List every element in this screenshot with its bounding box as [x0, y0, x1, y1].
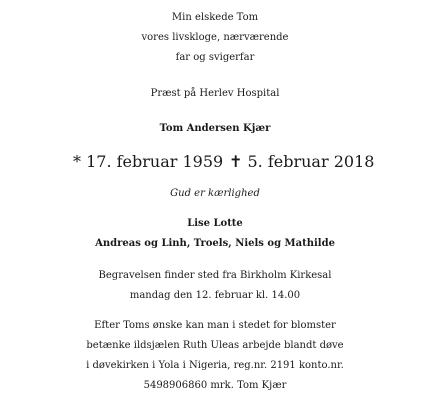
intro-line-2: vores livskloge, nærværende	[141, 32, 289, 43]
donation-line-3: i døvekirken i Yola i Nigeria, reg.nr. 2191 konto.nr.	[86, 360, 344, 371]
funeral-line-2: mandag den 12. februar kl. 14.00	[129, 290, 301, 301]
birth-date: * 17. februar 1959	[73, 152, 224, 171]
family-line-1: Lise Lotte	[187, 218, 243, 229]
donation-line-1: Efter Toms ønske kan man i stedet for blomster	[94, 320, 336, 331]
profession-line: Præst på Herlev Hospital	[150, 88, 280, 99]
death-date: ✝ 5. februar 2018	[229, 152, 375, 171]
funeral-line-1: Begravelsen finder sted fra Birkholm Kirkesal	[98, 270, 332, 281]
donation-line-2: betænke ildsjælen Ruth Uleas arbejde blandt døve	[86, 340, 344, 351]
motto: Gud er kærlighed	[170, 188, 260, 199]
family-line-2: Andreas og Linh, Troels, Niels og Mathilde	[95, 238, 335, 249]
life-dates	[0, 152, 430, 172]
donation-line-4: 5498906860 mrk. Tom Kjær	[143, 380, 287, 391]
deceased-name: Tom Andersen Kjær	[159, 123, 271, 134]
intro-line-1: Min elskede Tom	[171, 12, 259, 23]
intro-line-3: far og svigerfar	[175, 52, 255, 63]
